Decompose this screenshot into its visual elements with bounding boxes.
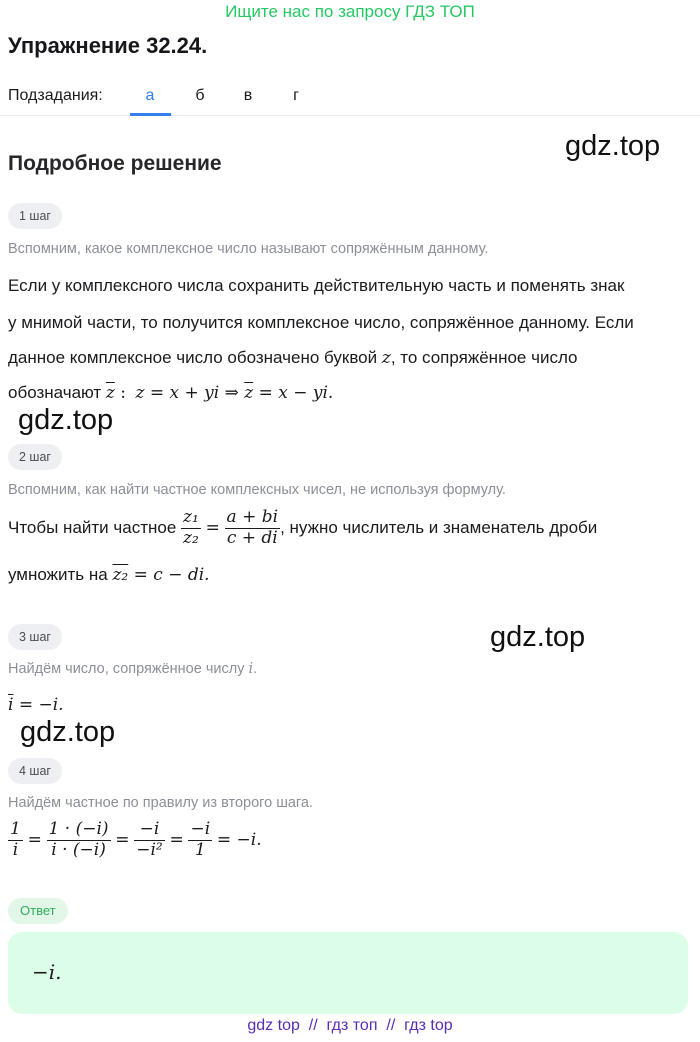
text-fragment: Найдём число, сопряжённое числу: [8, 661, 249, 677]
watermark: gdz.top: [565, 130, 661, 162]
math-formula: = −i.: [216, 830, 262, 851]
math-formula: z = x + yi ⇒: [135, 383, 245, 403]
step-formula: [8, 695, 64, 715]
fraction-numerator: a + bi: [226, 507, 279, 527]
step-text: [8, 348, 578, 368]
section-title: Подробное решение: [8, 152, 222, 175]
step-text: [8, 383, 333, 403]
answer-badge: Ответ: [8, 898, 68, 924]
text-fragment: .: [253, 661, 258, 677]
tab-v[interactable]: в: [243, 87, 253, 104]
text-fragment: умножить на: [8, 565, 113, 584]
fraction: [8, 820, 23, 860]
fraction: [47, 820, 111, 860]
footer-links[interactable]: gdz top // гдз топ // гдз top: [247, 1017, 453, 1034]
step-text: [8, 508, 597, 548]
math-colon: :: [114, 383, 127, 403]
page-title: Упражнение 32.24.: [8, 33, 208, 58]
math-formula: = x − yi.: [253, 383, 334, 403]
math-equals: =: [169, 830, 184, 851]
fraction-denominator: 1: [194, 839, 206, 860]
active-tab-indicator: [130, 113, 171, 116]
step-text: у мнимой части, то получится комплексное число, сопряжённое данному. Если: [8, 313, 634, 332]
math-formula: = c − di.: [128, 565, 210, 585]
answer-box: [8, 932, 688, 1014]
watermark: gdz.top: [490, 621, 586, 653]
fraction-numerator: z₁: [183, 507, 199, 527]
math-conjugate: z₂: [112, 565, 129, 585]
fraction-numerator: −i: [134, 820, 165, 841]
fraction-denominator: i: [12, 839, 19, 860]
fraction: [134, 820, 165, 860]
watermark: gdz.top: [18, 404, 114, 436]
fraction-denominator: i · (−i): [51, 839, 106, 860]
math-conjugate: $\overline{i}$: [8, 695, 14, 715]
step-hint: [8, 661, 257, 677]
fraction: [181, 508, 201, 548]
search-banner: Ищите нас по запросу ГДЗ ТОП: [225, 2, 475, 21]
step-badge: 2 шаг: [8, 444, 62, 470]
fraction-numerator: 1 · (−i): [48, 819, 109, 839]
text-fragment: Чтобы найти частное: [8, 518, 177, 538]
fraction-denominator: z₂: [183, 527, 199, 548]
math-equals: =: [205, 518, 220, 539]
fraction: [188, 820, 212, 860]
math-var: i: [248, 661, 254, 677]
math-var: z: [381, 348, 391, 368]
fraction-numerator: 1: [10, 819, 21, 839]
text-fragment: данное комплексное число обозначено буквой: [8, 348, 382, 367]
step-formula: [8, 820, 262, 860]
tab-a[interactable]: а: [145, 87, 155, 104]
fraction-denominator: c + di: [226, 527, 278, 548]
fraction-denominator: −i²: [136, 839, 163, 860]
fraction: [225, 508, 281, 548]
math-conjugate: $\overline{z}$: [105, 383, 115, 403]
text-fragment: , то сопряжённое число: [390, 348, 578, 367]
watermark: gdz.top: [20, 716, 116, 748]
math-conjugate: $\overline{z}$: [244, 383, 254, 403]
step-hint: Найдём частное по правилу из второго шага.: [8, 795, 313, 811]
step-text: Если у комплексного числа сохранить действительную часть и поменять знак: [8, 276, 625, 295]
math-equals: =: [27, 830, 42, 851]
tabs-divider: [0, 115, 700, 116]
step-hint: Вспомним, как найти частное комплексных чисел, не используя формулу.: [8, 482, 506, 498]
step-badge: 4 шаг: [8, 758, 62, 784]
step-hint: Вспомним, какое комплексное число называют сопряжённым данному.: [8, 241, 489, 257]
text-fragment: обозначают: [8, 383, 106, 402]
tab-b[interactable]: б: [195, 87, 205, 104]
step-text: [8, 565, 210, 585]
subtasks-label: Подзадания:: [8, 87, 103, 104]
step-badge: 3 шаг: [8, 624, 62, 650]
answer-value: −i.: [32, 960, 62, 984]
math-equals: =: [115, 830, 130, 851]
math-formula: = −i.: [13, 695, 64, 715]
tab-g[interactable]: г: [293, 87, 299, 104]
step-badge: 1 шаг: [8, 203, 62, 229]
text-fragment: , нужно числитель и знаменатель дроби: [280, 518, 598, 538]
fraction-numerator: −i: [190, 819, 211, 839]
